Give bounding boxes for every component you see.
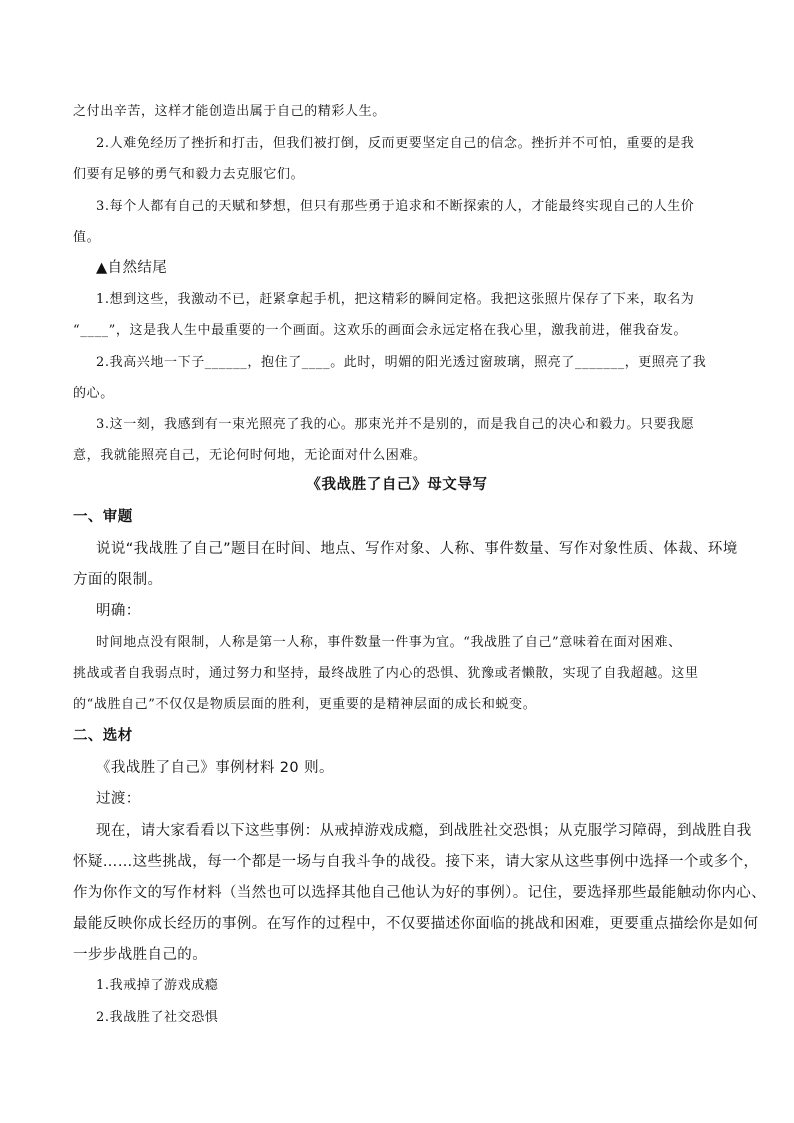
text-line: “____”，这是我人生中最重要的一个画面。这欢乐的画面会永远定格在我心里，激我前进，催我奋发。 <box>73 323 688 338</box>
natural-ending-label: ▲自然结尾 <box>96 260 168 276</box>
text-line: 的“战胜自己”不仅仅是物质层面的胜利，更重要的是精神层面的成长和蜕变。 <box>73 697 537 712</box>
text-line: 说说“我战胜了自己”题目在时间、地点、写作对象、人称、事件数量、写作对象性质、体裁、环境 <box>96 541 738 557</box>
section-heading-material: 二、选材 <box>73 728 133 744</box>
text-line: 《我战胜了自己》事例材料 20 则。 <box>96 760 334 776</box>
text-line: 之付出辛苦，这样才能创造出属于自己的精彩人生。 <box>73 104 386 119</box>
text-line: 现在，请大家看看以下这些事例：从戒掉游戏成瘾，到战胜社交恐惧；从克服学习障碍，到战胜自我 <box>96 823 752 839</box>
list-item: 2.我战胜了社交恐惧 <box>96 1010 219 1025</box>
list-item: 1.我戒掉了游戏成瘾 <box>96 978 219 993</box>
text-line: 3.这一刻，我感到有一束光照亮了我的心。那束光并不是别的，而是我自己的决心和毅力。只要我愿 <box>96 417 695 432</box>
text-line: 3.每个人都有自己的天赋和梦想，但只有那些勇于追求和不断探索的人，才能最终实现自己的人生价 <box>96 199 695 214</box>
text-line: 2.人难免经历了挫折和打击，但我们被打倒，反而更要坚定自己的信念。挫折并不可怕，重要的是我 <box>96 136 695 151</box>
text-line: 意，我就能照亮自己，无论何时何地，无论面对什么困难。 <box>73 448 427 463</box>
transition-label: 过渡： <box>96 791 141 807</box>
guide-title: 《我战胜了自己》母文导写 <box>306 477 488 493</box>
text-line: 作为你作文的写作材料（当然也可以选择其他自己他认为好的事例）。记住，要选择那些最能触动你内心、 <box>73 885 767 901</box>
section-heading-review: 一、审题 <box>73 509 133 525</box>
text-line: 时间地点没有限制，人称是第一人称，事件数量一件事为宜。“我战胜了自己”意味着在面对困难、 <box>96 635 682 650</box>
text-line: 1.想到这些，我激动不已，赶紧拿起手机，把这精彩的瞬间定格。我把这张照片保存了下来，取名为 <box>96 292 695 307</box>
text-line: 挑战或者自我弱点时，通过努力和坚持，最终战胜了内心的恐惧、犹豫或者懒散，实现了自我超越。这里 <box>73 666 699 681</box>
text-line: 方面的限制。 <box>73 572 163 588</box>
text-line: 2.我高兴地一下子______，抱住了____。此时，明媚的阳光透过窗玻璃，照亮了_______，更照亮了我 <box>96 355 707 370</box>
text-line: 值。 <box>73 230 101 245</box>
clarify-label: 明确： <box>96 603 141 619</box>
text-line: 最能反映你成长经历的事例。在写作的过程中，不仅要描述你面临的挑战和困难，更要重点描绘你是如何 <box>73 916 759 932</box>
text-line: 的心。 <box>73 386 114 401</box>
text-line: 怀疑……这些挑战，每一个都是一场与自我斗争的战役。接下来，请大家从这些事例中选择一个或多个， <box>73 854 759 870</box>
text-line: 们要有足够的勇气和毅力去克服它们。 <box>73 167 305 182</box>
text-line: 一步步战胜自己的。 <box>73 947 208 963</box>
